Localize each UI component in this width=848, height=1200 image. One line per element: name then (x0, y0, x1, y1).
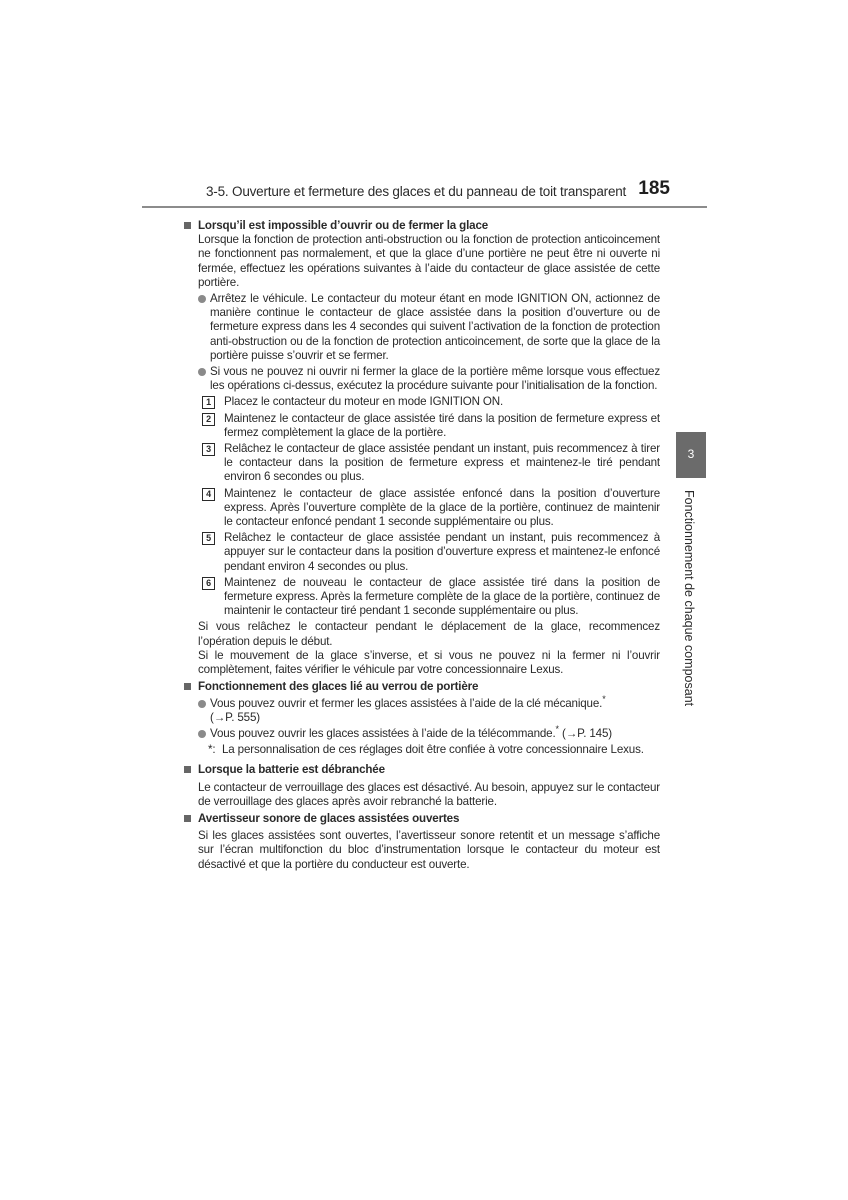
list-item-body: Vous pouvez ouvrir et fermer les glaces assistées à l’aide de la clé mécanique. (210, 696, 603, 710)
step-number-box: 6 (202, 577, 215, 590)
step-number-box: 4 (202, 488, 215, 501)
list-item-text (210, 724, 660, 741)
chapter-side-label: Fonctionnement de chaque composant (682, 490, 696, 707)
section-heading-text: Avertisseur sonore de glaces assistées ouvertes (198, 811, 460, 825)
section-heading-window-blocked (184, 219, 660, 233)
footnote-star: * (602, 693, 606, 704)
list-item (198, 365, 660, 393)
page-number: 185 (638, 178, 670, 199)
section-heading-door-lock-linked (184, 680, 660, 694)
page-reference: (→P. 145) (561, 726, 612, 740)
paragraph: Le contacteur de verrouillage des glaces est désactivé. Au besoin, appuyez sur le contacteur de verrouillage des glaces après avoir rebranché la batterie. (198, 780, 660, 808)
square-bullet-icon (184, 766, 191, 773)
procedure-step (202, 395, 660, 409)
circle-bullet-icon (198, 730, 206, 738)
paragraph: Si vous relâchez le contacteur pendant le déplacement de la glace, recommencez l’opération depuis le début. (198, 620, 660, 648)
square-bullet-icon (184, 815, 191, 822)
section-heading-text: Fonctionnement des glaces lié au verrou de portière (198, 680, 479, 694)
list-item (198, 693, 660, 725)
procedure-step (202, 442, 660, 485)
step-text: Maintenez de nouveau le contacteur de glace assistée tiré dans la position de fermeture express. Après la fermeture complète de la glace de la portière, continuez de maintenir le contacteur tiré pendant 1 seconde supplémentaire ou plus. (224, 575, 660, 618)
page-body (184, 216, 660, 872)
circle-bullet-icon (198, 368, 206, 376)
section-heading-text: Lorsqu’il est impossible d’ouvrir ou de fermer la glace (198, 219, 489, 232)
section-heading-battery-disconnected (184, 763, 660, 777)
footnote-star: * (555, 724, 559, 735)
procedure-step (202, 487, 660, 530)
list-item-body: Vous pouvez ouvrir les glaces assistées à l’aide de la télécommande. (210, 726, 556, 740)
footnote-marker: *: (208, 743, 216, 757)
list-item-text: Arrêtez le véhicule. Le contacteur du moteur étant en mode IGNITION ON, actionnez de manière continue le contacteur de glace assistée dans la position d’ouverture ou de fermeture express dans les 4 secondes qui suivent l’activation de la fonction de protection anti-obstruction ou de la fonction de protection anticoincement, de sorte que la glace de la portière puisse s’ouvrir et se fermer. (210, 292, 660, 362)
step-text: Relâchez le contacteur de glace assistée pendant un instant, puis recommencez à appuyer sur le contacteur dans la position d’ouverture express et maintenez-le enfoncé pendant environ 4 secondes ou plus. (224, 531, 660, 573)
section-heading-text: Lorsque la batterie est débranchée (198, 763, 385, 777)
step-number-box: 5 (202, 532, 215, 545)
page-reference: (→P. 555) (210, 710, 260, 724)
step-number-box: 3 (202, 443, 215, 456)
step-text: Placez le contacteur du moteur en mode IGNITION ON. (224, 395, 504, 409)
footnote-text: La personnalisation de ces réglages doit être confiée à votre concessionnaire Lexus. (222, 743, 644, 757)
paragraph: Lorsque la fonction de protection anti-obstruction ou la fonction de protection anticoincement ne fonctionnent pas normalement, et que la glace d’une portière ne peut être ni ouverte ni fermée, effectuez les opérations suivantes à l’aide du contacteur de glace assistée de cette portière. (198, 233, 660, 289)
chapter-tab: 3 (676, 432, 706, 478)
square-bullet-icon (184, 222, 191, 229)
step-number-box: 2 (202, 413, 215, 426)
list-item (198, 724, 660, 741)
procedure-step (202, 576, 660, 619)
list-item-text: Si vous ne pouvez ni ouvrir ni fermer la glace de la portière même lorsque vous effectuez les opérations ci-dessus, exécutez la procédure suivante pour l’initialisation de la fonction. (210, 365, 660, 393)
header-divider (142, 206, 707, 208)
step-text: Maintenez le contacteur de glace assistée tiré dans la position de fermeture express et fermez complètement la glace de la portière. (224, 411, 660, 439)
paragraph: Si les glaces assistées sont ouvertes, l’avertisseur sonore retentit et un message s’affiche sur l’écran multifonction du bloc d’instrumentation lorsque le contacteur du moteur est désactivé et que la portière du conducteur est ouverte. (198, 829, 660, 871)
footnote (208, 743, 660, 757)
circle-bullet-icon (198, 700, 206, 708)
step-text: Relâchez le contacteur de glace assistée pendant un instant, puis recommencez à tirer le contacteur dans la position de fermeture express et maintenez-le tiré pendant environ 6 secondes ou plus. (224, 442, 660, 484)
procedure-step (202, 412, 660, 440)
circle-bullet-icon (198, 295, 206, 303)
step-text: Maintenez le contacteur de glace assistée enfoncé dans la position d’ouverture express. Après l’ouverture complète de la glace de la portière, continuez de maintenir le contacteur enfoncé pendant 1 seconde supplémentaire ou plus. (224, 486, 660, 529)
list-item-text (210, 693, 660, 725)
paragraph: Si le mouvement de la glace s’inverse, et si vous ne pouvez ni la fermer ni l’ouvrir complètement, faites vérifier le véhicule par votre concessionnaire Lexus. (198, 648, 660, 677)
square-bullet-icon (184, 683, 191, 690)
running-header-title: 3-5. Ouverture et fermeture des glaces et du panneau de toit transparent (206, 184, 627, 199)
section-heading-open-window-buzzer (184, 812, 660, 826)
procedure-step (202, 531, 660, 574)
list-item (198, 292, 660, 363)
step-number-box: 1 (202, 396, 215, 409)
